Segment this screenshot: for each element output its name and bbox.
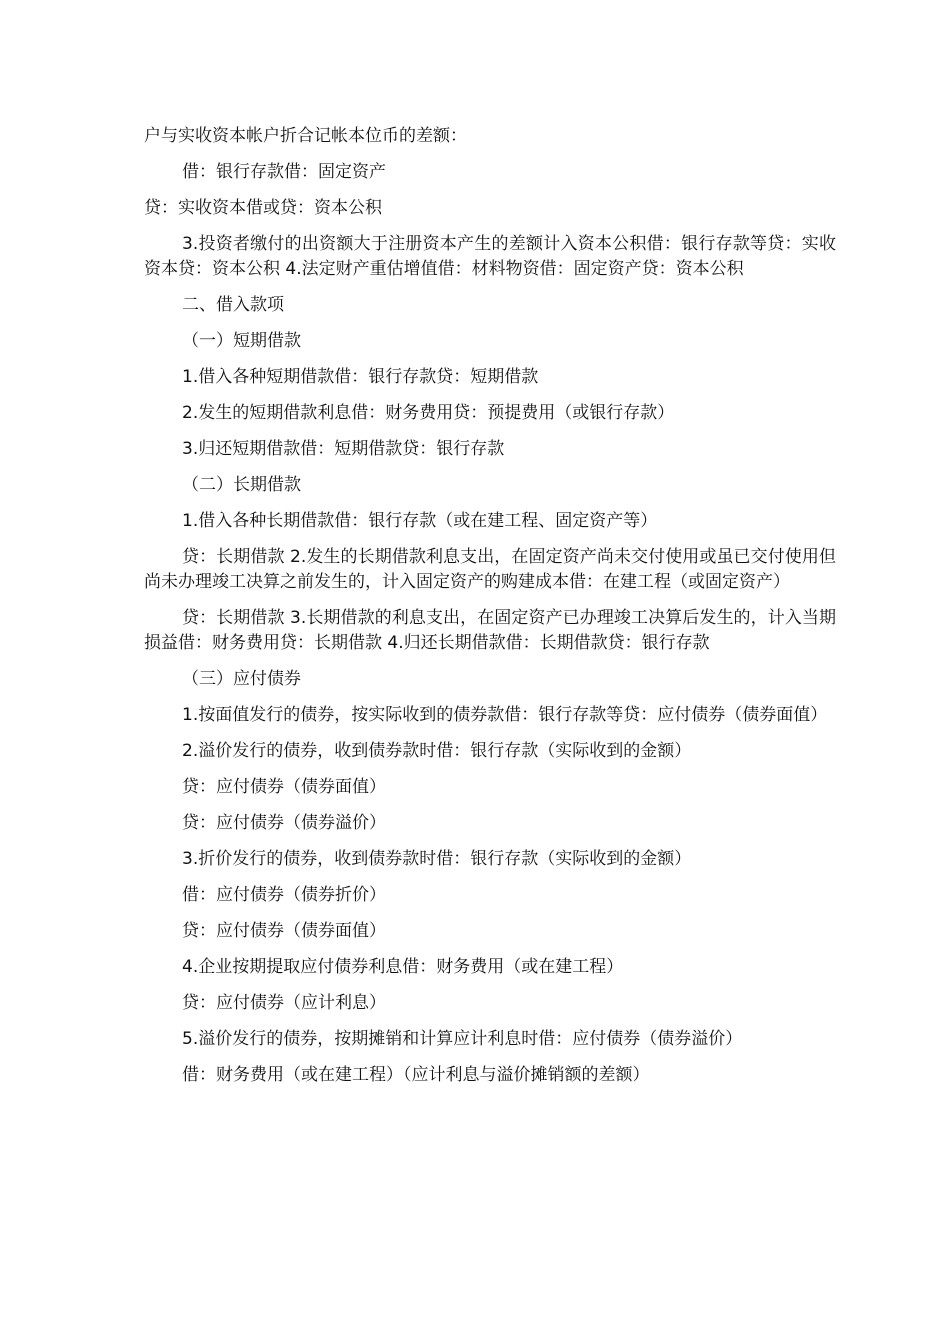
paragraph: 贷：应付债券（应计利息） <box>182 993 386 1013</box>
paragraph: 3.归还短期借款借：短期借款贷：银行存款 <box>182 439 505 459</box>
paragraph: 借：财务费用（或在建工程）（应计利息与溢价摊销额的差额） <box>182 1065 650 1085</box>
paragraph: 贷：实收资本借或贷：资本公积 <box>144 198 382 218</box>
paragraph: 2.溢价发行的债券，收到债券款时借：银行存款（实际收到的金额） <box>182 741 692 761</box>
paragraph: 贷：长期借款 3.长期借款的利息支出，在固定资产已办理竣工决算后发生的，计入当期损益借：财务费用贷：长期借款 4.归还长期借款借：长期借款贷：银行存款 <box>144 608 836 653</box>
paragraph: 1.借入各种长期借款借：银行存款（或在建工程、固定资产等） <box>182 511 658 531</box>
document-body <box>144 124 836 1099</box>
section-heading: 二、借入款项 <box>182 295 284 315</box>
paragraph: 贷：长期借款 2.发生的长期借款利息支出，在固定资产尚未交付使用或虽已交付使用但尚未办理竣工决算之前发生的，计入固定资产的购建成本借：在建工程（或固定资产） <box>144 547 836 592</box>
paragraph: 1.按面值发行的债券，按实际收到的债券款借：银行存款等贷：应付债券（债券面值） <box>182 705 828 725</box>
paragraph: 贷：应付债券（债券面值） <box>182 921 386 941</box>
paragraph: 1.借入各种短期借款借：银行存款贷：短期借款 <box>182 367 539 387</box>
paragraph: 2.发生的短期借款利息借：财务费用贷：预提费用（或银行存款） <box>182 403 675 423</box>
paragraph: 户与实收资本帐户折合记帐本位币的差额： <box>144 126 467 146</box>
paragraph: 贷：应付债券（债券溢价） <box>182 813 386 833</box>
subsection-heading: （二）长期借款 <box>182 475 301 495</box>
subsection-heading: （一）短期借款 <box>182 331 301 351</box>
paragraph: 借：应付债券（债券折价） <box>182 885 386 905</box>
paragraph: 贷：应付债券（债券面值） <box>182 777 386 797</box>
paragraph: 3.投资者缴付的出资额大于注册资本产生的差额计入资本公积借：银行存款等贷：实收资本贷：资本公积 4.法定财产重估增值借：材料物资借：固定资产贷：资本公积 <box>144 234 836 279</box>
paragraph: 4.企业按期提取应付债券利息借：财务费用（或在建工程） <box>182 957 624 977</box>
paragraph: 3.折价发行的债券，收到债券款时借：银行存款（实际收到的金额） <box>182 849 692 869</box>
paragraph: 5.溢价发行的债券，按期摊销和计算应计利息时借：应付债券（债券溢价） <box>182 1029 743 1049</box>
paragraph: 借：银行存款借：固定资产 <box>182 162 386 182</box>
subsection-heading: （三）应付债券 <box>182 669 301 689</box>
